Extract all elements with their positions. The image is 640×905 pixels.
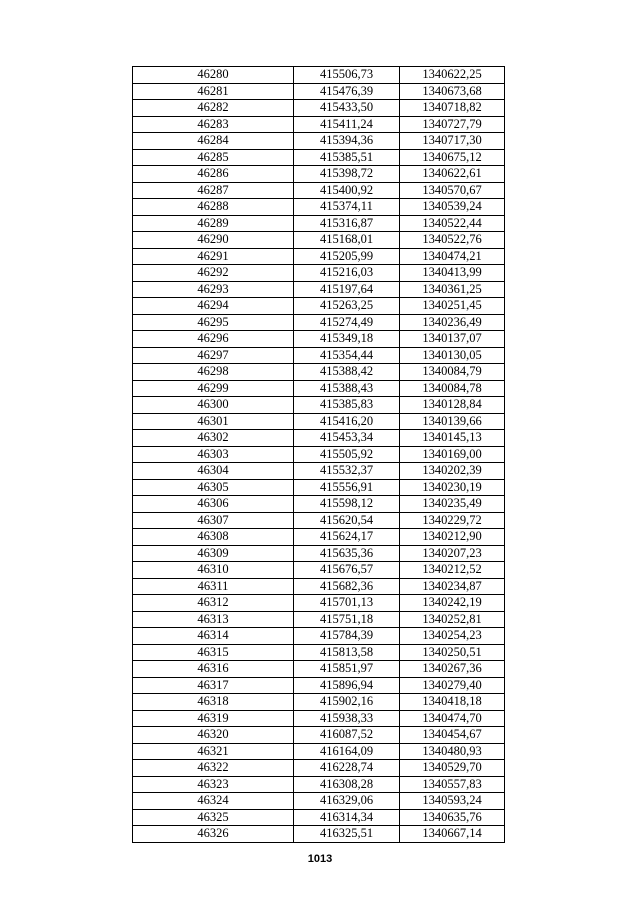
table-row [133,578,505,595]
y-coordinate-cell: 1340675,12 [400,149,505,166]
point-number-cell: 46281 [133,83,294,100]
point-number-cell: 46317 [133,677,294,694]
x-coordinate-cell: 415385,51 [294,149,400,166]
y-coordinate-cell: 1340557,83 [400,776,505,793]
point-number-cell: 46297 [133,347,294,364]
y-coordinate-cell: 1340084,79 [400,364,505,381]
x-coordinate-cell: 415205,99 [294,248,400,265]
table-row [133,347,505,364]
point-number-cell: 46309 [133,545,294,562]
table-row [133,545,505,562]
y-coordinate-cell: 1340234,87 [400,578,505,595]
table-row [133,166,505,183]
coordinates-table [132,66,505,843]
x-coordinate-cell: 415349,18 [294,331,400,348]
y-coordinate-cell: 1340529,70 [400,760,505,777]
point-number-cell: 46289 [133,215,294,232]
x-coordinate-cell: 415354,44 [294,347,400,364]
y-coordinate-cell: 1340139,66 [400,413,505,430]
point-number-cell: 46307 [133,512,294,529]
table-row [133,265,505,282]
y-coordinate-cell: 1340169,00 [400,446,505,463]
table-row [133,364,505,381]
x-coordinate-cell: 416164,09 [294,743,400,760]
table-row [133,628,505,645]
table-row [133,248,505,265]
x-coordinate-cell: 415398,72 [294,166,400,183]
table-row [133,232,505,249]
x-coordinate-cell: 415197,64 [294,281,400,298]
x-coordinate-cell: 415216,03 [294,265,400,282]
x-coordinate-cell: 415676,57 [294,562,400,579]
page-number: 1013 [307,853,333,865]
x-coordinate-cell: 415784,39 [294,628,400,645]
table-row [133,397,505,414]
y-coordinate-cell: 1340128,84 [400,397,505,414]
table-row [133,116,505,133]
x-coordinate-cell: 415556,91 [294,479,400,496]
y-coordinate-cell: 1340361,25 [400,281,505,298]
table-row [133,694,505,711]
y-coordinate-cell: 1340235,49 [400,496,505,513]
point-number-cell: 46296 [133,331,294,348]
point-number-cell: 46285 [133,149,294,166]
point-number-cell: 46311 [133,578,294,595]
point-number-cell: 46321 [133,743,294,760]
point-number-cell: 46308 [133,529,294,546]
x-coordinate-cell: 415416,20 [294,413,400,430]
x-coordinate-cell: 415476,39 [294,83,400,100]
table-row [133,809,505,826]
y-coordinate-cell: 1340236,49 [400,314,505,331]
y-coordinate-cell: 1340667,14 [400,826,505,843]
y-coordinate-cell: 1340622,61 [400,166,505,183]
table-row [133,727,505,744]
point-number-cell: 46291 [133,248,294,265]
table-row [133,67,505,84]
table-row [133,314,505,331]
table-row [133,776,505,793]
y-coordinate-cell: 1340539,24 [400,199,505,216]
point-number-cell: 46313 [133,611,294,628]
x-coordinate-cell: 415374,11 [294,199,400,216]
y-coordinate-cell: 1340207,23 [400,545,505,562]
y-coordinate-cell: 1340202,39 [400,463,505,480]
table-row [133,331,505,348]
point-number-cell: 46305 [133,479,294,496]
point-number-cell: 46312 [133,595,294,612]
table-row [133,793,505,810]
x-coordinate-cell: 416308,28 [294,776,400,793]
y-coordinate-cell: 1340622,25 [400,67,505,84]
point-number-cell: 46318 [133,694,294,711]
x-coordinate-cell: 416325,51 [294,826,400,843]
y-coordinate-cell: 1340212,90 [400,529,505,546]
point-number-cell: 46306 [133,496,294,513]
table-row [133,661,505,678]
y-coordinate-cell: 1340084,78 [400,380,505,397]
point-number-cell: 46310 [133,562,294,579]
table-row [133,562,505,579]
point-number-cell: 46319 [133,710,294,727]
y-coordinate-cell: 1340570,67 [400,182,505,199]
y-coordinate-cell: 1340593,24 [400,793,505,810]
point-number-cell: 46284 [133,133,294,150]
y-coordinate-cell: 1340474,70 [400,710,505,727]
table-row [133,430,505,447]
y-coordinate-cell: 1340130,05 [400,347,505,364]
table-row [133,611,505,628]
point-number-cell: 46316 [133,661,294,678]
point-number-cell: 46298 [133,364,294,381]
point-number-cell: 46286 [133,166,294,183]
point-number-cell: 46325 [133,809,294,826]
point-number-cell: 46315 [133,644,294,661]
y-coordinate-cell: 1340279,40 [400,677,505,694]
table-row [133,281,505,298]
y-coordinate-cell: 1340229,72 [400,512,505,529]
x-coordinate-cell: 415274,49 [294,314,400,331]
x-coordinate-cell: 415851,97 [294,661,400,678]
x-coordinate-cell: 415701,13 [294,595,400,612]
point-number-cell: 46320 [133,727,294,744]
y-coordinate-cell: 1340254,23 [400,628,505,645]
table-row [133,595,505,612]
y-coordinate-cell: 1340145,13 [400,430,505,447]
table-row [133,182,505,199]
point-number-cell: 46304 [133,463,294,480]
x-coordinate-cell: 416228,74 [294,760,400,777]
point-number-cell: 46295 [133,314,294,331]
table-row [133,512,505,529]
table-row [133,215,505,232]
point-number-cell: 46326 [133,826,294,843]
table-row [133,644,505,661]
y-coordinate-cell: 1340717,30 [400,133,505,150]
y-coordinate-cell: 1340522,44 [400,215,505,232]
point-number-cell: 46292 [133,265,294,282]
x-coordinate-cell: 415388,43 [294,380,400,397]
point-number-cell: 46294 [133,298,294,315]
x-coordinate-cell: 415624,17 [294,529,400,546]
table-row [133,677,505,694]
table-row [133,710,505,727]
point-number-cell: 46290 [133,232,294,249]
table-row [133,298,505,315]
table-row [133,133,505,150]
y-coordinate-cell: 1340251,45 [400,298,505,315]
x-coordinate-cell: 415813,58 [294,644,400,661]
y-coordinate-cell: 1340418,18 [400,694,505,711]
y-coordinate-cell: 1340250,51 [400,644,505,661]
point-number-cell: 46314 [133,628,294,645]
table-row [133,149,505,166]
coordinates-table-body [133,67,505,843]
table-row [133,743,505,760]
point-number-cell: 46282 [133,100,294,117]
x-coordinate-cell: 415620,54 [294,512,400,529]
x-coordinate-cell: 415394,36 [294,133,400,150]
point-number-cell: 46283 [133,116,294,133]
y-coordinate-cell: 1340242,19 [400,595,505,612]
y-coordinate-cell: 1340718,82 [400,100,505,117]
point-number-cell: 46287 [133,182,294,199]
point-number-cell: 46280 [133,67,294,84]
table-row [133,463,505,480]
y-coordinate-cell: 1340230,19 [400,479,505,496]
table-row [133,199,505,216]
x-coordinate-cell: 415938,33 [294,710,400,727]
y-coordinate-cell: 1340413,99 [400,265,505,282]
y-coordinate-cell: 1340137,07 [400,331,505,348]
x-coordinate-cell: 415896,94 [294,677,400,694]
x-coordinate-cell: 415433,50 [294,100,400,117]
y-coordinate-cell: 1340727,79 [400,116,505,133]
point-number-cell: 46324 [133,793,294,810]
point-number-cell: 46301 [133,413,294,430]
x-coordinate-cell: 415400,92 [294,182,400,199]
y-coordinate-cell: 1340474,21 [400,248,505,265]
table-row [133,826,505,843]
x-coordinate-cell: 416087,52 [294,727,400,744]
point-number-cell: 46299 [133,380,294,397]
x-coordinate-cell: 415902,16 [294,694,400,711]
table-row [133,380,505,397]
point-number-cell: 46302 [133,430,294,447]
point-number-cell: 46303 [133,446,294,463]
y-coordinate-cell: 1340212,52 [400,562,505,579]
x-coordinate-cell: 416314,34 [294,809,400,826]
y-coordinate-cell: 1340522,76 [400,232,505,249]
y-coordinate-cell: 1340480,93 [400,743,505,760]
point-number-cell: 46323 [133,776,294,793]
table-row [133,760,505,777]
table-row [133,413,505,430]
table-row [133,479,505,496]
x-coordinate-cell: 415388,42 [294,364,400,381]
x-coordinate-cell: 415385,83 [294,397,400,414]
y-coordinate-cell: 1340454,67 [400,727,505,744]
x-coordinate-cell: 416329,06 [294,793,400,810]
point-number-cell: 46288 [133,199,294,216]
point-number-cell: 46300 [133,397,294,414]
point-number-cell: 46322 [133,760,294,777]
y-coordinate-cell: 1340252,81 [400,611,505,628]
y-coordinate-cell: 1340673,68 [400,83,505,100]
y-coordinate-cell: 1340267,36 [400,661,505,678]
x-coordinate-cell: 415682,36 [294,578,400,595]
table-row [133,446,505,463]
table-row [133,529,505,546]
point-number-cell: 46293 [133,281,294,298]
x-coordinate-cell: 415532,37 [294,463,400,480]
x-coordinate-cell: 415453,34 [294,430,400,447]
x-coordinate-cell: 415411,24 [294,116,400,133]
x-coordinate-cell: 415635,36 [294,545,400,562]
x-coordinate-cell: 415263,25 [294,298,400,315]
x-coordinate-cell: 415598,12 [294,496,400,513]
x-coordinate-cell: 415751,18 [294,611,400,628]
table-row [133,100,505,117]
table-row [133,496,505,513]
x-coordinate-cell: 415168,01 [294,232,400,249]
y-coordinate-cell: 1340635,76 [400,809,505,826]
x-coordinate-cell: 415506,73 [294,67,400,84]
table-row [133,83,505,100]
x-coordinate-cell: 415316,87 [294,215,400,232]
x-coordinate-cell: 415505,92 [294,446,400,463]
